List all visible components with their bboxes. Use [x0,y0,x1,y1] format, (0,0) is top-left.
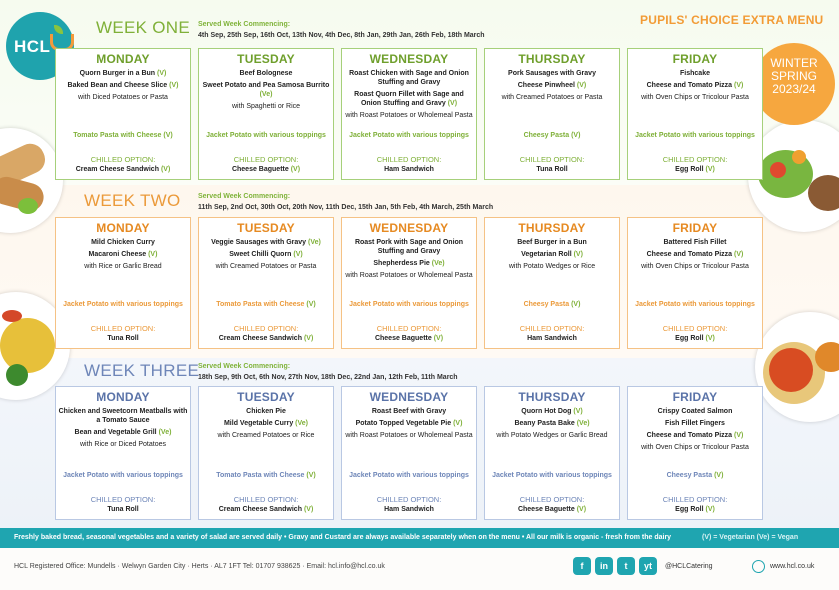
served-dates: 4th Sep, 25th Sep, 16th Oct, 13th Nov, 4th Dec, 8th Jan, 29th Jan, 26th Feb, 18th March [198,32,485,39]
day-card-wednesday [341,217,477,349]
dish-name: with Roast Potatoes or Wholemeal Pasta [345,272,473,279]
menu-items [630,407,760,455]
social-links [573,557,657,575]
facebook-icon[interactable]: f [573,557,591,575]
chilled-option [628,334,762,343]
alt-option-text: Jacket Potato with various toppings [635,301,755,308]
main-dish [58,238,188,247]
chilled-label: CHILLED OPTION: [519,495,585,504]
main-dish [201,69,331,78]
main-dish [344,90,474,108]
day-card-thursday [484,48,620,180]
served-label: Served Week Commencing: [198,363,291,370]
day-card-wednesday [341,386,477,520]
chilled-label: CHILLED OPTION: [376,155,442,164]
diet-mark: (V) [705,506,715,513]
menu-items [630,69,760,105]
day-name: MONDAY [96,221,150,235]
menu-items [344,407,474,443]
served-label: Served Week Commencing: [198,21,291,28]
chilled-item: Cheese Baguette [231,166,289,173]
served-week-info [198,361,458,383]
dish-name: Sweet Potato and Pea Samosa Burrito [202,82,330,89]
chilled-option [56,505,190,514]
chilled-item: Cream Cheese Sandwich [75,166,159,173]
diet-mark: (V) [453,420,463,427]
menu-items [344,69,474,123]
day-name: FRIDAY [672,390,718,404]
dish-name: with Potato Wedges or Garlic Bread [496,432,608,439]
menu-items [487,238,617,274]
dish-name: Cheese Pinwheel [517,82,575,89]
diet-mark: (V) [160,166,171,173]
menu-items [201,238,331,274]
menu-items [487,69,617,105]
day-name: WEDNESDAY [369,390,449,404]
chilled-label: CHILLED OPTION: [519,324,585,333]
menu-items [58,69,188,105]
dish-name: Quorn Hot Dog [521,408,572,415]
chilled-option [628,505,762,514]
social-handle[interactable]: @HCLCatering [665,563,713,570]
alt-option [205,131,327,140]
side-options [58,262,188,271]
chilled-option [485,334,619,343]
dish-name: Bean and Vegetable Grill [74,429,157,436]
alt-option-text: Cheesy Pasta [666,472,713,479]
alt-option-text: Jacket Potato with various toppings [206,132,326,139]
side-options [201,431,331,440]
side-options [630,93,760,102]
chilled-item: Cheese Baguette [517,506,575,513]
main-dish [630,431,760,440]
dish-name: with Rice or Garlic Bread [84,263,162,270]
served-label: Served Week Commencing: [198,193,291,200]
diet-mark: (V) [705,166,715,173]
chilled-option [199,165,333,174]
chilled-label: CHILLED OPTION: [662,495,728,504]
dish-name: Macaroni Cheese [88,251,147,258]
chilled-label: CHILLED OPTION: [90,155,156,164]
main-dish [630,69,760,78]
day-card-friday [627,217,763,349]
day-card-tuesday [198,386,334,520]
main-dish [201,238,331,247]
dish-name: Roast Beef with Gravy [371,408,447,415]
alt-option-text: Tomato Pasta with Cheese [73,132,162,139]
chilled-option [342,165,476,174]
week-title: WEEK TWO [84,191,181,210]
diet-mark: (Ve) [431,260,445,267]
dish-name: with Roast Potatoes or Wholemeal Pasta [345,112,473,119]
alt-option [634,131,756,140]
diet-mark: (Ve) [308,239,321,246]
dish-name: Roast Quorn Fillet with Sage and Onion Stuffing and Gravy [354,91,464,107]
dish-name: Vegetarian Roll [521,251,572,258]
alt-option [62,300,184,309]
chilled-item: Tuna Roll [107,335,139,342]
diet-mark: (V) [293,251,303,258]
dish-name: with Potato Wedges or Rice [508,263,596,270]
linkedin-icon[interactable]: in [595,557,613,575]
day-name: TUESDAY [237,221,295,235]
dish-name: Fishcake [680,70,710,77]
alt-option-text: Cheesy Pasta [523,132,570,139]
chilled-item: Egg Roll [675,506,704,513]
dish-name: Roast Pork with Sage and Onion Stuffing and Gravy [354,239,464,255]
main-dish [58,250,188,259]
main-dish [58,407,188,425]
main-dish [487,250,617,259]
dish-name: Mild Vegetable Curry [223,420,294,427]
dish-name: Mild Chicken Curry [91,239,155,246]
alt-option [491,131,613,140]
day-name: WEDNESDAY [369,52,449,66]
chilled-option [485,505,619,514]
chilled-option [199,334,333,343]
alt-option-text: Jacket Potato with various toppings [63,472,183,479]
day-name: THURSDAY [518,221,586,235]
main-dish [201,250,331,259]
chilled-item: Tuna Roll [536,166,568,173]
diet-mark: (V) [306,472,316,479]
day-card-thursday [484,386,620,520]
day-name: FRIDAY [672,52,718,66]
main-dish [487,238,617,247]
side-options [201,262,331,271]
side-options [344,111,474,120]
main-dish [201,81,331,99]
youtube-icon[interactable]: yt [639,557,657,575]
diet-mark: (V) [303,506,314,513]
menu-items [630,238,760,274]
diet-mark: (V) [148,251,158,258]
day-name: TUESDAY [237,52,295,66]
dish-name: with Creamed Potatoes or Pasta [215,263,317,270]
menu-items [201,407,331,443]
menu-items [58,407,188,452]
day-card-friday [627,48,763,180]
info-strip-text: Freshly baked bread, seasonal vegetables and a variety of salad are served daily • Gravy and Custard are always available separately when on the menu • All our milk is organic - fresh from the dairy [14,534,672,541]
dish-name: Roast Chicken with Sage and Onion Stuffing and Gravy [349,70,469,86]
dish-name: Beany Pasta Bake [514,420,575,427]
alt-option-text: Tomato Pasta with Cheese [216,472,305,479]
main-dish [630,419,760,428]
dish-name: Cheese and Tomato Pizza [646,82,733,89]
season-badge [753,43,835,125]
menu-items [58,238,188,274]
dish-name: Beef Burger in a Bun [517,239,587,246]
alt-option-text: Jacket Potato with various toppings [349,132,469,139]
dish-name: Baked Bean and Cheese Slice [67,82,168,89]
menu-items [487,407,617,443]
chilled-item: Egg Roll [675,166,704,173]
alt-option-text: Jacket Potato with various toppings [492,472,612,479]
dish-name: Potato Topped Vegetable Pie [355,420,452,427]
diet-mark: (Ve) [576,420,590,427]
dish-name: with Creamed Potatoes or Rice [217,432,315,439]
alt-option [62,131,184,140]
diet-mark: (V) [290,166,301,173]
day-card-thursday [484,217,620,349]
chilled-label: CHILLED OPTION: [90,324,156,333]
day-name: FRIDAY [672,221,718,235]
chilled-option [56,334,190,343]
dish-name: Pork Sausages with Gravy [508,70,596,77]
alt-option-text: Tomato Pasta with Cheese [216,301,305,308]
day-card-wednesday [341,48,477,180]
chilled-item: Cheese Baguette [374,335,432,342]
day-name: WEDNESDAY [369,221,449,235]
diet-mark: (V) [303,335,314,342]
alt-option-text: Jacket Potato with various toppings [63,301,183,308]
main-dish [487,81,617,90]
dish-name: Cheese and Tomato Pizza [646,432,733,439]
day-name: THURSDAY [518,390,586,404]
chilled-item: Ham Sandwich [384,166,434,173]
chilled-label: CHILLED OPTION: [662,155,728,164]
day-card-tuesday [198,217,334,349]
diet-mark: (V) [705,335,715,342]
extra-menu-title: PUPILS' CHOICE EXTRA MENU [640,13,824,27]
alt-option [62,471,184,480]
chilled-option [485,165,619,174]
chilled-label: CHILLED OPTION: [90,495,156,504]
chilled-item: Cream Cheese Sandwich [218,335,302,342]
dish-name: with Creamed Potatoes or Pasta [501,94,603,101]
chilled-item: Cream Cheese Sandwich [218,506,302,513]
alt-option [634,300,756,309]
alt-option [348,131,470,140]
day-card-monday [55,48,191,180]
dish-name: Quorn Burger in a Bun [79,70,156,77]
main-dish [201,407,331,416]
dish-name: with Roast Potatoes or Wholemeal Pasta [345,432,473,439]
diet-mark: (V) [573,408,583,415]
alt-option [491,300,613,309]
dish-name: with Rice or Diced Potatoes [80,441,166,448]
dish-name: Fish Fillet Fingers [665,420,725,427]
dish-name: Chicken and Sweetcorn Meatballs with a Tomato Sauce [58,408,188,424]
dish-name: Veggie Sausages with Gravy [211,239,307,246]
main-dish [630,81,760,90]
day-name: THURSDAY [518,52,586,66]
chilled-label: CHILLED OPTION: [376,324,442,333]
alt-option-text: Jacket Potato with various toppings [635,132,755,139]
diet-mark: (V) [157,70,167,77]
dish-name: with Spaghetti or Rice [231,103,301,110]
chilled-option [199,505,333,514]
main-dish [201,419,331,428]
side-options [630,443,760,452]
week-title: WEEK ONE [96,18,191,37]
diet-mark: (V) [163,132,173,139]
diet-mark: (V) [714,472,724,479]
alt-option [348,300,470,309]
main-dish [630,238,760,247]
alt-option [348,471,470,480]
side-options [487,93,617,102]
dish-name: Shepherdess Pie [373,260,430,267]
twitter-icon[interactable]: t [617,557,635,575]
main-dish [58,69,188,78]
diet-mark: (V) [169,82,179,89]
diet-mark: (Ve) [158,429,172,436]
chilled-item: Tuna Roll [107,506,139,513]
dish-name: with Oven Chips or Tricolour Pasta [641,94,749,101]
side-options [58,93,188,102]
main-dish [58,81,188,90]
alt-option [634,471,756,480]
alt-option-text: Cheesy Pasta [523,301,570,308]
main-dish [487,419,617,428]
diet-mark: (Ve) [295,420,309,427]
dish-name: Sweet Chilli Quorn [229,251,292,258]
alt-option-text: Jacket Potato with various toppings [349,472,469,479]
alt-option [491,471,613,480]
alt-option [205,300,327,309]
chilled-option [56,165,190,174]
season-year: 2023/24 [772,82,816,96]
menu-items [344,238,474,283]
main-dish [487,69,617,78]
main-dish [344,419,474,428]
globe-icon [752,560,765,573]
dish-name: with Diced Potatoes or Pasta [78,94,168,101]
chilled-label: CHILLED OPTION: [233,324,299,333]
diet-mark: (V) [447,100,458,107]
served-dates: 11th Sep, 2nd Oct, 30th Oct, 20th Nov, 11th Dec, 15th Jan, 5th Feb, 4th March, 25th March [198,204,494,211]
served-week-info [198,191,493,213]
diet-mark: (V) [734,251,744,258]
diet-mark: (V) [433,335,444,342]
chilled-item: Egg Roll [675,335,704,342]
main-dish [630,407,760,416]
main-dish [487,407,617,416]
diet-mark: (V) [571,301,581,308]
menu-items [201,69,331,114]
diet-legend: (V) = Vegetarian (Ve) = Vegan [702,534,799,541]
dish-name: with Oven Chips or Tricolour Pasta [641,444,749,451]
diet-mark: (V) [573,251,583,258]
diet-mark: (V) [306,301,316,308]
alt-option-text: Jacket Potato with various toppings [349,301,469,308]
diet-mark: (V) [576,82,587,89]
side-options [630,262,760,271]
side-options [487,262,617,271]
main-dish [58,428,188,437]
day-card-friday [627,386,763,520]
main-dish [344,259,474,268]
chilled-label: CHILLED OPTION: [662,324,728,333]
chilled-option [628,165,762,174]
season-word-2: SPRING [770,69,817,83]
logo-text: HCL [14,37,51,56]
diet-mark: (V) [734,432,744,439]
chilled-option [342,505,476,514]
info-strip [0,528,839,548]
side-options [201,102,331,111]
dish-name: Battered Fish Fillet [663,239,727,246]
chilled-label: CHILLED OPTION: [233,495,299,504]
side-options [344,271,474,280]
day-name: TUESDAY [237,390,295,404]
dish-name: with Oven Chips or Tricolour Pasta [641,263,749,270]
side-options [487,431,617,440]
dish-name: Crispy Coated Salmon [657,408,733,415]
chilled-label: CHILLED OPTION: [376,495,442,504]
diet-mark: (V) [576,506,587,513]
registered-office: HCL Registered Office: Mundells · Welwyn Garden City · Herts · AL7 1FT Tel: 01707 938625 · Email: hcl.info@hcl.co.uk [14,563,385,570]
chilled-item: Ham Sandwich [527,335,577,342]
day-card-tuesday [198,48,334,180]
main-dish [344,238,474,256]
side-options [58,440,188,449]
day-card-monday [55,217,191,349]
main-dish [344,407,474,416]
dish-name: Beef Bolognese [239,70,293,77]
dish-name: Cheese and Tomato Pizza [646,251,733,258]
served-dates: 18th Sep, 9th Oct, 6th Nov, 27th Nov, 18th Dec, 22nd Jan, 12th Feb, 11th March [198,374,458,381]
week-title: WEEK THREE [84,361,200,380]
diet-mark: (Ve) [259,91,273,98]
day-card-monday [55,386,191,520]
season-word-1: WINTER [770,56,818,70]
chilled-label: CHILLED OPTION: [519,155,585,164]
chilled-option [342,334,476,343]
day-name: MONDAY [96,390,150,404]
chilled-label: CHILLED OPTION: [233,155,299,164]
website-link[interactable]: www.hcl.co.uk [770,563,815,570]
side-options [344,431,474,440]
diet-mark: (V) [734,82,744,89]
day-name: MONDAY [96,52,150,66]
chilled-item: Ham Sandwich [384,506,434,513]
main-dish [344,69,474,87]
served-week-info [198,19,485,41]
leaf-icon [54,25,63,34]
dish-name: Chicken Pie [246,408,286,415]
main-dish [630,250,760,259]
diet-mark: (V) [571,132,581,139]
alt-option [205,471,327,480]
